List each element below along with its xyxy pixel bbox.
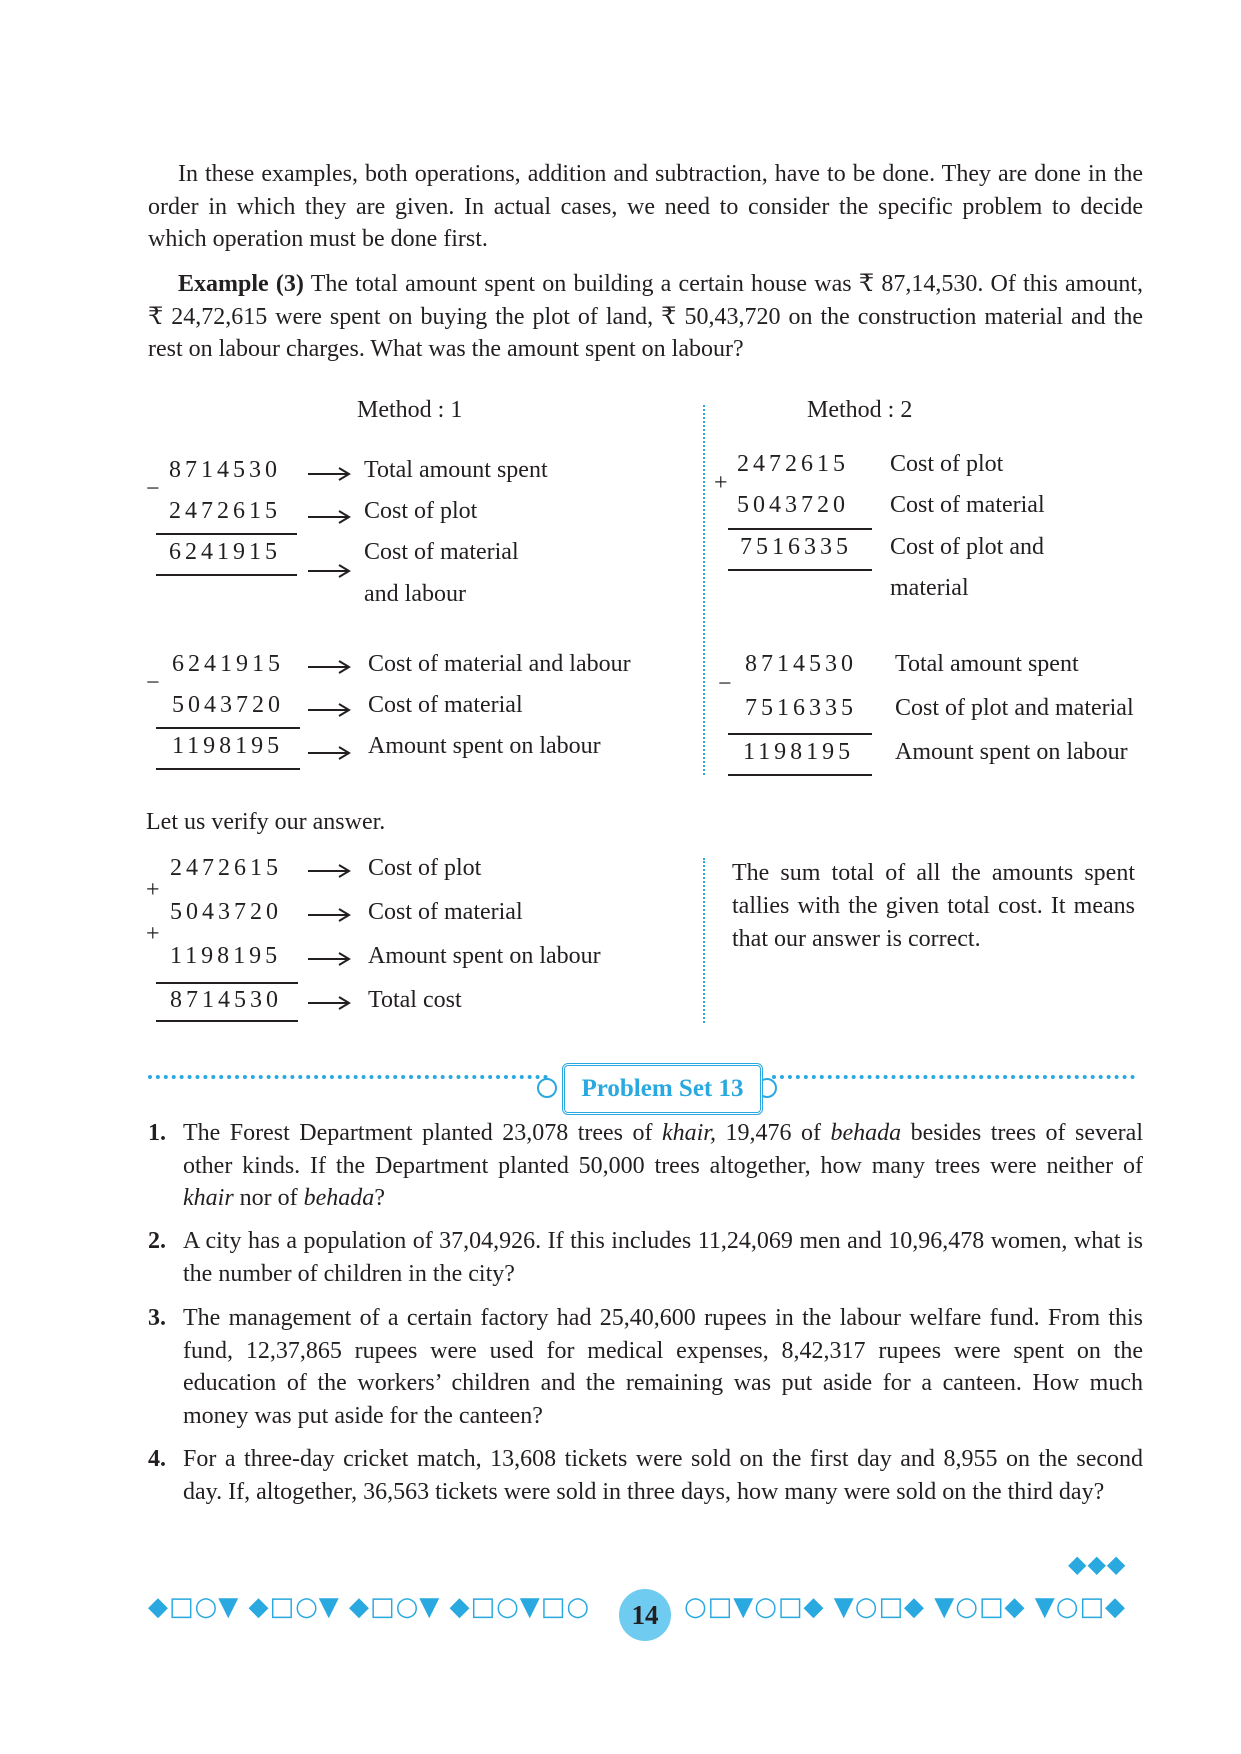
m2c2-row-1: 7516335 <box>745 695 857 721</box>
verify-label-1: Cost of material <box>368 899 523 925</box>
problem-set-rule-left <box>148 1075 548 1079</box>
m1c2-label-1: Cost of material <box>368 692 523 718</box>
footer-pattern-left: ◆□○▼ ◆□○▼ ◆□○▼ ◆□○▼□○ <box>148 1592 591 1622</box>
problem-text-part: ? <box>374 1185 385 1211</box>
problem-1 <box>148 1117 1143 1215</box>
problem-set-rule-right <box>772 1075 1135 1079</box>
m2c1-label-2: Cost of plot and <box>890 534 1044 560</box>
arrow-icon <box>307 659 351 675</box>
problem-text: For a three-day cricket match, 13,608 tickets were sold on the first day and 8,955 on the second day. If, altogether, 36,563 tickets were sold in three days, how many were sold on the third day? <box>183 1446 1143 1505</box>
m1c1-label-0: Total amount spent <box>364 457 548 483</box>
m1c1-rule-top <box>156 533 297 535</box>
problem-text-italic: behada <box>830 1120 902 1146</box>
m1c1-sign: − <box>146 476 160 502</box>
problem-text <box>183 1117 1143 1215</box>
problem-text-part: 19,476 of <box>715 1120 831 1146</box>
verify-row-0: 2472615 <box>170 855 282 881</box>
intro-text: In these examples, both operations, addition and subtraction, have to be done. They are done in the order in which they are given. In actual cases, we need to consider the specific problem to decide which operation must be done first. <box>148 161 1143 252</box>
stars-ornament: ◆◆◆ <box>1068 1550 1127 1578</box>
m2c1-row-1: 5043720 <box>737 492 849 518</box>
m2c1-row-0: 2472615 <box>737 451 849 477</box>
arrow-icon <box>307 509 351 525</box>
m1c1-label-2: Cost of material <box>364 539 519 565</box>
m2c1-rule-bottom <box>728 569 872 571</box>
m2c1-label-1: Cost of material <box>890 492 1045 518</box>
m1c2-sign: − <box>146 670 160 696</box>
verify-label-3: Total cost <box>368 987 462 1013</box>
problem-number: 4. <box>148 1446 166 1472</box>
m2c1-sign: + <box>714 470 728 496</box>
arrow-icon <box>307 745 351 761</box>
m2c2-row-0: 8714530 <box>745 651 857 677</box>
m1c1-label-1: Cost of plot <box>364 498 478 524</box>
m1c1-row-1: 2472615 <box>169 498 281 524</box>
arrow-icon <box>307 466 351 482</box>
m2c2-rule-top <box>728 733 872 735</box>
problem-2 <box>148 1225 1143 1290</box>
verify-row-3: 8714530 <box>170 987 282 1013</box>
m2c1-label-0: Cost of plot <box>890 451 1004 477</box>
m2c2-label-0: Total amount spent <box>895 651 1079 677</box>
method-2-title: Method : 2 <box>807 397 913 423</box>
problem-text-part: besides trees of several other kinds. If the Department planted 50,000 trees altogether, how many trees were neither of <box>183 1120 1143 1179</box>
verify-divider <box>703 858 705 1023</box>
m1c1-row-2: 6241915 <box>169 539 281 565</box>
verify-row-2: 1198195 <box>170 943 282 969</box>
arrow-icon <box>307 907 351 923</box>
verify-sign-1: + <box>146 921 160 947</box>
problem-number: 1. <box>148 1120 166 1146</box>
verify-heading: Let us verify our answer. <box>146 809 386 835</box>
problem-text-italic: khair, <box>661 1120 716 1146</box>
m2c2-sign: − <box>718 671 732 697</box>
problem-number: 2. <box>148 1228 166 1254</box>
arrow-icon <box>307 995 351 1011</box>
verify-label-0: Cost of plot <box>368 855 482 881</box>
verify-row-1: 5043720 <box>170 899 282 925</box>
m2c1-row-2: 7516335 <box>740 534 852 560</box>
problem-text: A city has a population of 37,04,926. If this includes 11,24,069 men and 10,96,478 women, what is the number of children in the city? <box>183 1228 1143 1287</box>
verify-label-2: Amount spent on labour <box>368 943 601 969</box>
intro-paragraph <box>148 158 1143 256</box>
m2c2-row-2: 1198195 <box>743 739 855 765</box>
m2c2-label-1: Cost of plot and material <box>895 695 1134 721</box>
m1c1-label-3: and labour <box>364 581 466 607</box>
problem-text-italic: khair <box>183 1185 234 1211</box>
problem-number: 3. <box>148 1305 166 1331</box>
m1c2-row-1: 5043720 <box>172 692 284 718</box>
problem-text-part: nor of <box>233 1185 304 1211</box>
arrow-icon <box>307 951 351 967</box>
m1c2-rule-bottom <box>156 768 300 770</box>
m1c1-row-0: 8714530 <box>169 457 281 483</box>
example-label: Example (3) <box>178 271 304 297</box>
m1c2-label-2: Amount spent on labour <box>368 733 601 759</box>
arrow-icon <box>307 702 351 718</box>
problem-3 <box>148 1302 1143 1432</box>
footer-pattern-right: ○□▼○□◆ ▼○□◆ ▼○□◆ ▼○□◆ <box>684 1592 1127 1622</box>
problem-text: The management of a certain factory had 25,40,600 rupees in the labour welfare fund. From this fund, 12,37,865 rupees were used for medical expenses, 8,42,317 rupees were spent on the education of the workers’ children and the remaining was put aside for a canteen. How much money was put aside for the canteen? <box>183 1305 1143 1429</box>
verify-rule-bottom <box>156 1020 298 1022</box>
verify-note: The sum total of all the amounts spent tallies with the given total cost. It means that our answer is correct. <box>732 860 1135 952</box>
problem-set-cap-left <box>537 1078 557 1098</box>
m1c2-row-2: 1198195 <box>172 733 284 759</box>
problem-4 <box>148 1443 1143 1508</box>
verify-sign-0: + <box>146 877 160 903</box>
method-divider <box>703 405 705 775</box>
m1c2-label-0: Cost of material and labour <box>368 651 631 677</box>
problem-text-italic: behada <box>303 1185 375 1211</box>
example-text: The total amount spent on building a certain house was ₹ 87,14,530. Of this amount, ₹ 24,72,615 were spent on buying the plot of land, ₹ 50,43,720 on the construction material and the rest on labour charges. What was the amount spent on labour? <box>148 271 1143 362</box>
m2c2-label-2: Amount spent on labour <box>895 739 1128 765</box>
verify-rule-top <box>156 982 298 984</box>
m1c2-row-0: 6241915 <box>172 651 284 677</box>
arrow-icon <box>307 863 351 879</box>
m1c2-rule-top <box>156 727 300 729</box>
m2c1-label-3: material <box>890 575 969 601</box>
problem-text-part: The Forest Department planted 23,078 trees of <box>183 1120 662 1146</box>
m1c1-rule-bottom <box>156 574 297 576</box>
problem-set-title: Problem Set 13 <box>562 1063 763 1115</box>
method-1-title: Method : 1 <box>357 397 463 423</box>
arrow-icon <box>307 563 351 579</box>
page-number: 14 <box>619 1589 671 1641</box>
example-paragraph <box>148 268 1143 366</box>
m2c1-rule-top <box>728 528 872 530</box>
m2c2-rule-bottom <box>728 774 872 776</box>
